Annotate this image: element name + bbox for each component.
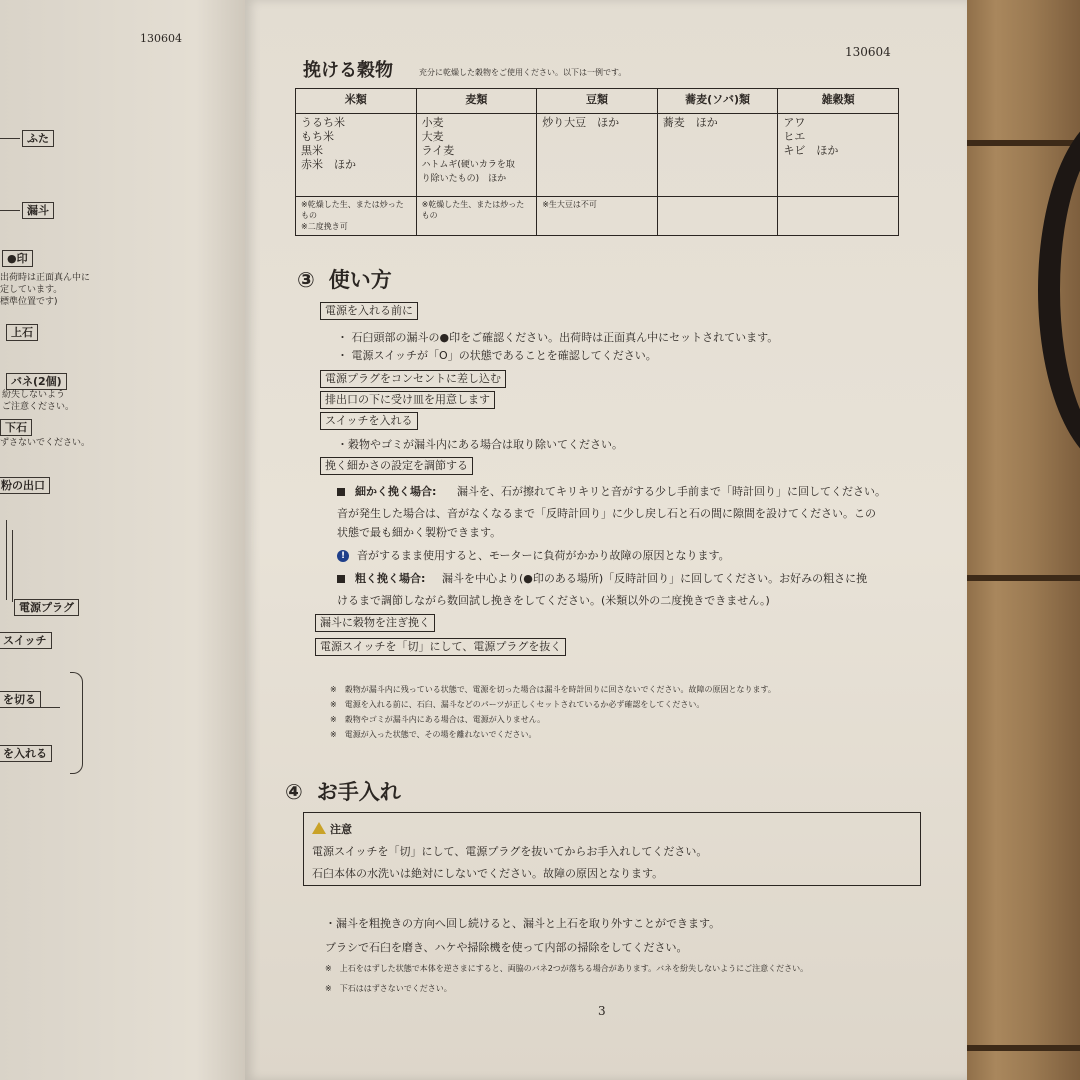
grains-title: 挽ける穀物: [303, 60, 393, 81]
step-plug-in: 電源プラグをコンセントに差し込む: [320, 370, 506, 388]
usage-bullet: ・穀物やゴミが漏斗内にある場合は取り除いてください。: [337, 438, 623, 451]
fine-label-row: 細かく挽く場合:: [337, 484, 436, 500]
usage-note: ※ 電源が入った状態で、その場を離れないでください。: [330, 730, 537, 739]
manual-page: [245, 0, 967, 1080]
caution-text: 電源スイッチを「切」にして、電源プラグを抜いてからお手入れしてください。: [312, 845, 708, 858]
usage-bullet: ・ 電源スイッチが「O」の状態であることを確認してください。: [337, 349, 657, 362]
label-futa: ふた: [22, 130, 54, 147]
square-bullet-icon: [337, 488, 345, 496]
warning-triangle-icon: [312, 822, 326, 834]
label-shitaishi: 下石: [0, 419, 32, 436]
left-page: 130604 ふた 漏斗 ●印 出荷時は正面真ん中に 定しています。 標準位置です) 上石 バネ(2個) 紛失しないよう ご注意ください。 下石 ずさないでください。 粉の出口 電源プラグ スイッチ を切る を入れる: [0, 0, 245, 1080]
usage-heading: [297, 264, 392, 294]
section-number: ④: [285, 780, 303, 804]
care-heading: [285, 776, 401, 806]
step-tray: 排出口の下に受け皿を用意します: [320, 391, 495, 409]
fine-text: 音が発生した場合は、音がなくなるまで「反時計回り」に少し戻し石と石の間に隙間を設けてください。この: [337, 507, 876, 520]
grain-note-cell: ※乾燥した生、または炒ったもの ※二度挽き可: [296, 197, 417, 236]
grain-note-cell: ※生大豆は不可: [537, 197, 658, 236]
plank-gap: [960, 575, 1080, 581]
step-switch-off: 電源スイッチを「切」にして、電源プラグを抜く: [315, 638, 566, 656]
coarse-text: けるまで調節しながら数回試し挽きをしてください。(米類以外の二度挽きできません。): [337, 594, 770, 607]
grain-col-header: 米類: [296, 89, 417, 114]
label-switch: スイッチ: [0, 632, 52, 649]
step-switch-on: スイッチを入れる: [320, 412, 418, 430]
label-denko: 粉の出口: [0, 477, 50, 494]
label-bane: バネ(2個): [6, 373, 67, 390]
usage-note: ※ 穀物やゴミが漏斗内にある場合は、電源が入りません。: [330, 715, 546, 724]
grains-subtitle: 充分に乾燥した穀物をご使用ください。以下は一例です。: [419, 68, 627, 77]
step-grind: 漏斗に穀物を注ぎ挽く: [315, 614, 435, 632]
left-doc-number: 130604: [140, 32, 182, 45]
grain-items-row: [296, 114, 899, 197]
bracket: [70, 672, 83, 774]
grain-note-cell: [778, 197, 899, 236]
usage-bullet: ・ 石臼頭部の漏斗の●印をご確認ください。出荷時は正面真ん中にセットされています。: [337, 331, 779, 344]
page-number: 3: [598, 1004, 606, 1018]
care-note: ※ 上石をはずした状態で本体を逆さまにすると、両脇のバネ2つが落ちる場合があります。バネを紛失しないようにご注意ください。: [325, 964, 809, 973]
section-title: お手入れ: [316, 780, 401, 804]
doc-number: 130604: [845, 45, 891, 59]
care-text: ブラシで石臼を磨き、ハケや掃除機を使って内部の掃除をしてください。: [325, 941, 688, 954]
care-text: ・漏斗を粗挽きの方向へ回し続けると、漏斗と上石を取り外すことができます。: [325, 917, 721, 930]
grain-items-cell: 炒り大豆 ほか: [537, 114, 658, 197]
grain-items-cell: アワ ヒエ キビ ほか: [778, 114, 899, 197]
warning-row: ! 音がするまま使用すると、モーターに負荷がかかり故障の原因となります。: [337, 548, 730, 564]
grain-note-cell: ※乾燥した生、または炒ったもの: [416, 197, 537, 236]
label-kiru: を切る: [0, 691, 41, 708]
caution-text: 石臼本体の水洗いは絶対にしないでください。故障の原因となります。: [312, 867, 664, 880]
usage-note: ※ 電源を入れる前に、石臼、漏斗などのパーツが正しくセットされているか必ず確認をしてください。: [330, 700, 705, 709]
grain-col-header: 蕎麦(ソバ)類: [657, 89, 778, 114]
grain-notes-row: [296, 197, 899, 236]
grain-note-cell: [657, 197, 778, 236]
label-rouryo: 漏斗: [22, 202, 54, 219]
caution-title: 注意: [312, 821, 352, 837]
label-mark: ●印: [2, 250, 33, 267]
grain-header-row: [296, 89, 899, 114]
fine-text: 漏斗を、石が擦れてキリキリと音がする少し手前まで「時計回り」に回してください。: [457, 485, 886, 498]
coarse-text: 漏斗を中心より(●印のある場所)「反時計回り」に回してください。お好みの粗さに挽: [442, 572, 868, 585]
coarse-label-row: 粗く挽く場合:: [337, 571, 425, 587]
care-note: ※ 下石ははずさないでください。: [325, 984, 452, 993]
plank-gap: [960, 140, 1080, 146]
step-before-power: 電源を入れる前に: [320, 302, 418, 320]
grain-table: [295, 88, 899, 236]
grain-items-cell: 蕎麦 ほか: [657, 114, 778, 197]
label-ireru: を入れる: [0, 745, 52, 762]
grain-col-header: 豆類: [537, 89, 658, 114]
label-uwaishi: 上石: [6, 324, 38, 341]
grain-items-cell: 小麦 大麦 ライ麦 ハトムギ(硬いカラを取 り除いたもの) ほか: [416, 114, 537, 197]
plank-gap: [960, 1045, 1080, 1051]
grain-items-cell: うるち米 もち米 黒米 赤米 ほか: [296, 114, 417, 197]
section-number: ③: [297, 268, 315, 292]
step-adjust: 挽く細かさの設定を調節する: [320, 457, 473, 475]
grain-col-header: 雑穀類: [778, 89, 899, 114]
usage-note: ※ 穀物が漏斗内に残っている状態で、電源を切った場合は漏斗を時計回りに回さないでください。故障の原因となります。: [330, 685, 776, 694]
label-plug: 電源プラグ: [14, 599, 79, 616]
square-bullet-icon: [337, 575, 345, 583]
caution-box: [303, 812, 921, 886]
fine-text: 状態で最も細かく製粉できます。: [337, 526, 502, 539]
info-icon: !: [337, 550, 349, 562]
section-title: 使い方: [328, 268, 392, 292]
grain-col-header: 麦類: [416, 89, 537, 114]
